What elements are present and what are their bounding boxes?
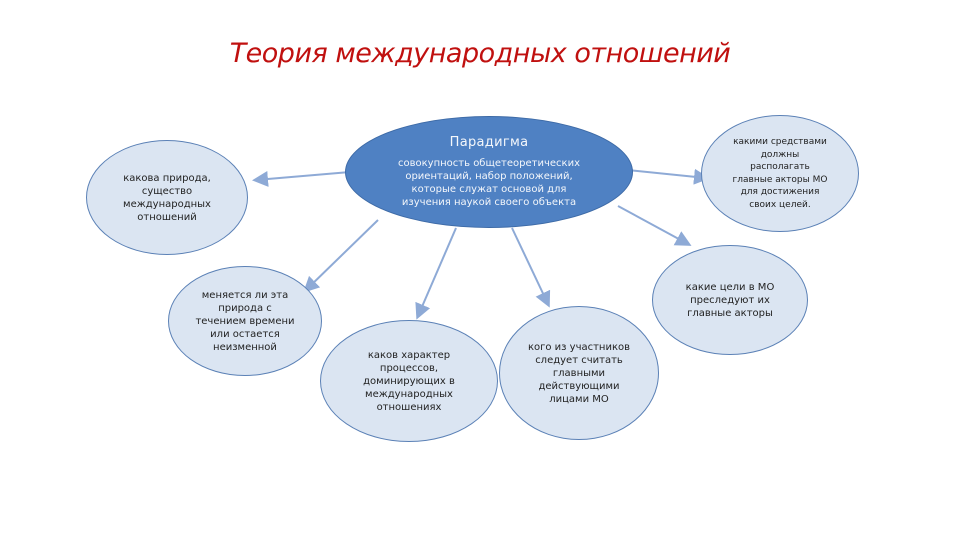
page-title: Теория международных отношений: [229, 38, 731, 69]
arrow-to-means: [628, 170, 706, 178]
paradigm-definition: совокупность общетеоретических ориентаций, набор положений, которые служат основой для изучения наукой своего объекта: [398, 157, 580, 208]
actors-node: [499, 306, 659, 440]
change-text: меняется ли эта природа с течением времени или остается неизменной: [195, 289, 295, 353]
actors-text: кого из участников следует считать главными действующими лицами МО: [527, 341, 631, 405]
goals-node: [652, 245, 808, 355]
arrow-to-processes: [418, 228, 456, 316]
paradigm-heading: Парадигма: [449, 134, 529, 150]
goals-text: какие цели в МО преследуют их главные акторы: [685, 281, 775, 319]
means-text: какими средствами должны располагать главные акторы МО для достижения своих целей.: [732, 137, 828, 210]
arrow-to-change: [306, 220, 378, 290]
means-node: [701, 115, 859, 232]
arrow-to-nature: [256, 172, 350, 180]
arrow-to-actors: [512, 228, 548, 304]
arrow-to-goals: [618, 206, 688, 244]
processes-text: каков характер процессов, доминирующих в международных отношениях: [363, 349, 455, 413]
processes-node: [320, 320, 498, 442]
paradigm-node: [345, 116, 633, 228]
nature-text: какова природа, существо международных отношений: [123, 172, 211, 223]
nature-node: [86, 140, 248, 255]
change-node: [168, 266, 322, 376]
